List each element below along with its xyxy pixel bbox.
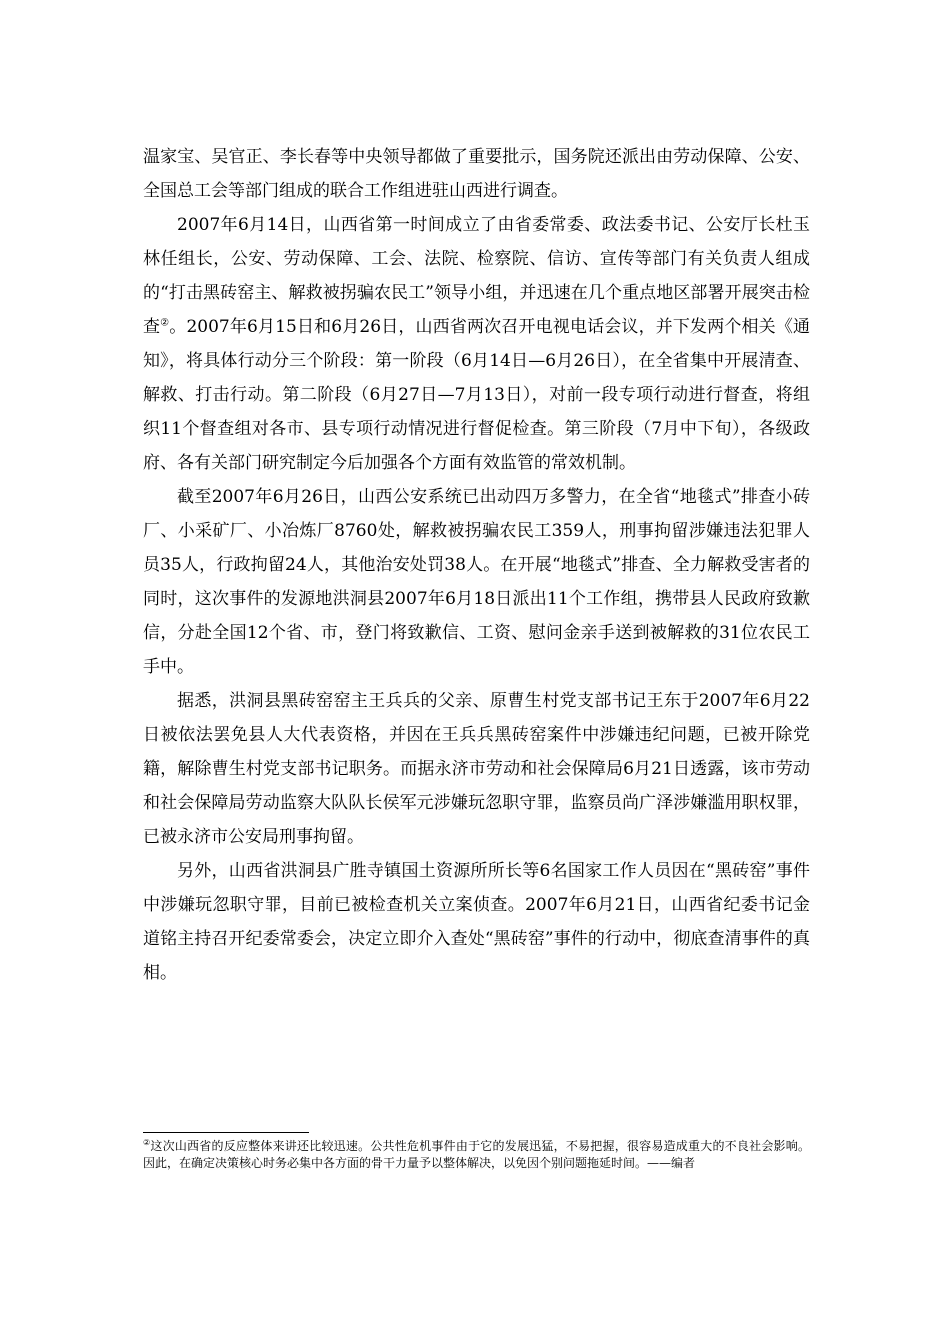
paragraph-5-text: 另外，山西省洪洞县广胜寺镇国土资源所所长等6名国家工作人员因在“黑砖窑”事件中涉嫌玩忽职守罪，目前已被检查机关立案侦查。2007年6月21日，山西省纪委书记金道铭主持召开纪委常委会，决定立即介入查处“黑砖窑”事件的行动中，彻底查清事件的真相。: [143, 861, 810, 983]
footnote: [143, 1138, 810, 1172]
paragraph-4-text: 据悉，洪洞县黑砖窑窑主王兵兵的父亲、原曹生村党支部书记王东于2007年6月22日被依法罢免县人大代表资格，并因在王兵兵黑砖窑案件中涉嫌违纪问题，已被开除党籍，解除曹生村党支部书记职务。而据永济市劳动和社会保障局6月21日透露，该市劳动和社会保障局劳动监察大队队长侯军元涉嫌玩忽职守罪，监察员尚广泽涉嫌滥用职权罪，已被永济市公安局刑事拘留。: [143, 691, 810, 847]
paragraph-2: [143, 208, 810, 480]
paragraph-2-text-before: 2007年6月14日，山西省第一时间成立了由省委常委、政法委书记、公安厅长杜玉林任组长，公安、劳动保障、工会、法院、检察院、信访、宣传等部门有关负责人组成的“打击黑砖窑主、解救被拐骗农民工”领导小组，并迅速在几个重点地区部署开展突击检查: [143, 215, 810, 337]
footnote-separator: [143, 1132, 309, 1133]
paragraph-5: [143, 854, 810, 990]
paragraph-4: [143, 684, 810, 854]
paragraph-2-text-after: 。2007年6月15日和6月26日，山西省两次召开电视电话会议，并下发两个相关《通知》，将具体行动分三个阶段：第一阶段（6月14日—6月26日），在全省集中开展清查、解救、打击行动。第二阶段（6月27日—7月13日），对前一段专项行动进行督查，将组织11个督查组对各市、县专项行动情况进行督促检查。第三阶段（7月中下旬），各级政府、各有关部门研究制定今后加强各个方面有效监管的常效机制。: [143, 317, 810, 473]
body-text: [143, 140, 810, 990]
paragraph-3: [143, 480, 810, 684]
footnote-mark: ②: [143, 1138, 151, 1147]
footnote-text: 这次山西省的反应整体来讲还比较迅速。公共性危机事件由于它的发展迅猛，不易把握，很容易造成重大的不良社会影响。因此，在确定决策核心时务必集中各方面的骨干力量予以整体解决，以免因个别问题拖延时间。——编者: [143, 1139, 810, 1170]
paragraph-1-text: 温家宝、吴官正、李长春等中央领导都做了重要批示，国务院还派出由劳动保障、公安、全国总工会等部门组成的联合工作组进驻山西进行调查。: [143, 147, 810, 201]
paragraph-3-text: 截至2007年6月26日，山西公安系统已出动四万多警力，在全省“地毯式”排查小砖厂、小采矿厂、小冶炼厂8760处，解救被拐骗农民工359人，刑事拘留涉嫌违法犯罪人员35人，行政拘留24人，其他治安处罚38人。在开展“地毯式”排查、全力解救受害者的同时，这次事件的发源地洪洞县2007年6月18日派出11个工作组，携带县人民政府致歉信，分赴全国12个省、市，登门将致歉信、工资、慰问金亲手送到被解救的31位农民工手中。: [143, 487, 810, 677]
paragraph-1: [143, 140, 810, 208]
footnote-reference[interactable]: ②: [160, 317, 170, 329]
